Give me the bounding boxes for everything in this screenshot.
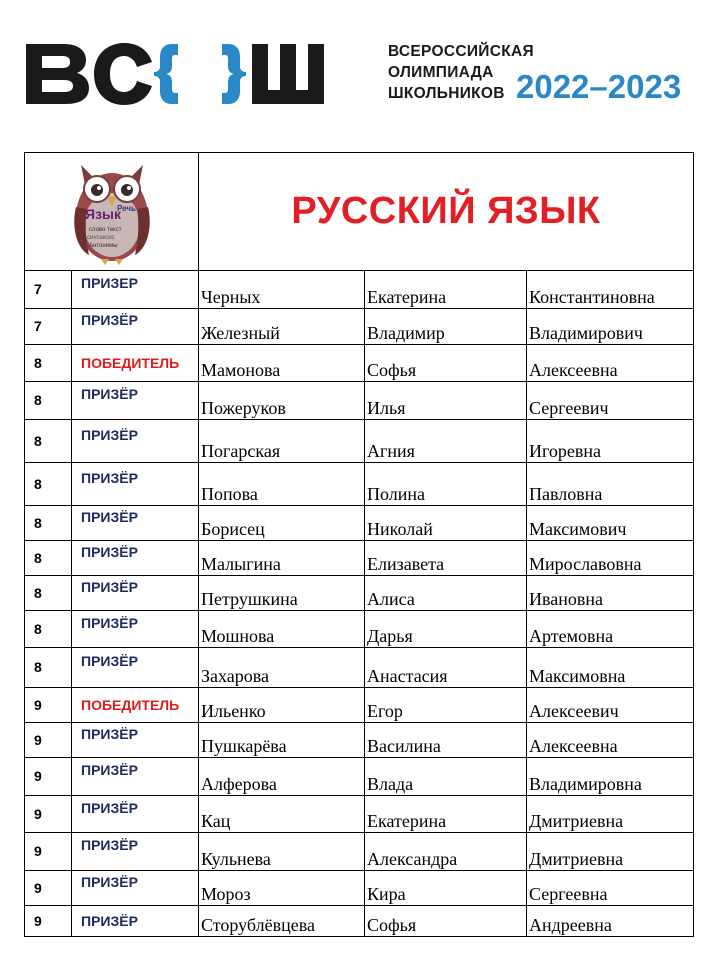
table-row	[25, 611, 694, 648]
grade-cell: 7	[25, 309, 72, 345]
logo-subtitle-line-3: ШКОЛЬНИКОВ	[388, 85, 505, 102]
results-table-body	[25, 153, 694, 937]
award-status-cell	[72, 463, 199, 506]
last-name-cell: Железный	[199, 309, 365, 345]
award-status-cell	[72, 309, 199, 345]
table-row	[25, 688, 694, 723]
table-row	[25, 309, 694, 345]
patronymic-cell: Алексеевна	[527, 345, 694, 382]
first-name-cell: Владимир	[365, 309, 527, 345]
award-status-cell	[72, 906, 199, 937]
table-row	[25, 463, 694, 506]
last-name-cell: Алферова	[199, 758, 365, 796]
award-status-cell	[72, 833, 199, 871]
first-name-cell: Софья	[365, 345, 527, 382]
award-status-label: ПРИЗЁР	[81, 469, 138, 486]
first-name-cell: Влада	[365, 758, 527, 796]
first-name-cell: Егор	[365, 688, 527, 723]
owl-logo-cell	[25, 153, 199, 271]
award-status-cell	[72, 541, 199, 576]
last-name-cell: Ильенко	[199, 688, 365, 723]
grade-cell: 9	[25, 833, 72, 871]
table-row	[25, 345, 694, 382]
patronymic-cell: Владимирович	[527, 309, 694, 345]
svg-text:Язык: Язык	[84, 205, 121, 222]
award-status-cell	[72, 723, 199, 758]
patronymic-cell: Игоревна	[527, 420, 694, 463]
last-name-cell: Малыгина	[199, 541, 365, 576]
last-name-cell: Мамонова	[199, 345, 365, 382]
award-status-label: ПРИЗЁР	[81, 799, 138, 816]
award-status-label: ПРИЗЁР	[81, 312, 138, 328]
grade-cell: 8	[25, 576, 72, 611]
vsosh-logo-mark	[26, 40, 326, 106]
last-name-cell: Мороз	[199, 871, 365, 906]
table-row	[25, 420, 694, 463]
first-name-cell: Александра	[365, 833, 527, 871]
svg-text:синтаксис: синтаксис	[86, 234, 115, 241]
table-header-row	[25, 153, 694, 271]
award-status-cell	[72, 758, 199, 796]
patronymic-cell: Алексеевич	[527, 688, 694, 723]
award-status-cell	[72, 420, 199, 463]
last-name-cell: Захарова	[199, 648, 365, 688]
grade-cell: 8	[25, 541, 72, 576]
award-status-cell	[72, 271, 199, 309]
last-name-cell: Черных	[199, 271, 365, 309]
svg-text:Антонимы: Антонимы	[88, 242, 117, 249]
table-row	[25, 506, 694, 541]
subject-title-cell	[199, 153, 694, 271]
first-name-cell: Софья	[365, 906, 527, 937]
award-status-label: ПРИЗЁР	[81, 912, 138, 929]
last-name-cell: Погарская	[199, 420, 365, 463]
first-name-cell: Елизавета	[365, 541, 527, 576]
patronymic-cell: Сергеевич	[527, 382, 694, 420]
logo-subtitle-line-1: ВСЕРОССИЙСКАЯ	[388, 43, 534, 60]
patronymic-cell: Ивановна	[527, 576, 694, 611]
award-status-cell	[72, 648, 199, 688]
award-status-cell	[72, 576, 199, 611]
patronymic-cell: Максимович	[527, 506, 694, 541]
award-status-cell	[72, 382, 199, 420]
first-name-cell: Алиса	[365, 576, 527, 611]
subject-title: РУССКИЙ ЯЗЫК	[291, 189, 601, 232]
grade-cell: 8	[25, 506, 72, 541]
grade-cell: 9	[25, 723, 72, 758]
grade-cell: 9	[25, 796, 72, 833]
table-row	[25, 871, 694, 906]
award-status-label: ПРИЗЁР	[81, 762, 138, 778]
last-name-cell: Сторублёвцева	[199, 906, 365, 937]
first-name-cell: Василина	[365, 723, 527, 758]
first-name-cell: Илья	[365, 382, 527, 420]
table-row	[25, 271, 694, 309]
logo-subtitle	[388, 41, 534, 104]
award-status-label: ПРИЗЁР	[81, 578, 138, 595]
patronymic-cell: Артемовна	[527, 611, 694, 648]
grade-cell: 9	[25, 906, 72, 937]
award-status-label: ПРИЗЁР	[81, 725, 138, 742]
last-name-cell: Пушкарёва	[199, 723, 365, 758]
grade-cell: 8	[25, 463, 72, 506]
svg-text:Речь: Речь	[116, 203, 136, 213]
table-row	[25, 382, 694, 420]
owl-word-cloud-icon	[67, 157, 157, 267]
grade-cell: 8	[25, 345, 72, 382]
award-status-label: ПРИЗЁР	[81, 543, 138, 560]
table-row	[25, 541, 694, 576]
award-status-label: ПРИЗЁР	[81, 386, 138, 402]
grade-cell: 9	[25, 688, 72, 723]
table-row	[25, 906, 694, 937]
table-row	[25, 723, 694, 758]
last-name-cell: Попова	[199, 463, 365, 506]
last-name-cell: Петрушкина	[199, 576, 365, 611]
last-name-cell: Пожеруков	[199, 382, 365, 420]
award-status-cell	[72, 611, 199, 648]
grade-cell: 9	[25, 758, 72, 796]
first-name-cell: Агния	[365, 420, 527, 463]
last-name-cell: Мошнова	[199, 611, 365, 648]
olympiad-logo	[26, 38, 706, 110]
table-row	[25, 796, 694, 833]
patronymic-cell: Владимировна	[527, 758, 694, 796]
award-status-label: ПРИЗЁР	[81, 837, 138, 853]
patronymic-cell: Алексеевна	[527, 723, 694, 758]
grade-cell: 7	[25, 271, 72, 309]
last-name-cell: Борисец	[199, 506, 365, 541]
award-status-cell	[72, 506, 199, 541]
award-status-label: ПРИЗЁР	[81, 614, 138, 631]
academic-year: 2022–2023	[516, 68, 682, 105]
award-status-label: ПРИЗЁР	[81, 873, 138, 890]
award-status-label: ПРИЗЁР	[81, 508, 138, 525]
patronymic-cell: Дмитриевна	[527, 833, 694, 871]
patronymic-cell: Константиновна	[527, 271, 694, 309]
first-name-cell: Николай	[365, 506, 527, 541]
award-status-label: ПРИЗЁР	[81, 653, 138, 669]
grade-cell: 8	[25, 420, 72, 463]
last-name-cell: Кульнева	[199, 833, 365, 871]
award-status-cell	[72, 796, 199, 833]
patronymic-cell: Максимовна	[527, 648, 694, 688]
patronymic-cell: Андреевна	[527, 906, 694, 937]
table-row	[25, 758, 694, 796]
award-status-label: ПРИЗЕР	[81, 275, 138, 291]
first-name-cell: Екатерина	[365, 796, 527, 833]
patronymic-cell: Сергеевна	[527, 871, 694, 906]
patronymic-cell: Дмитриевна	[527, 796, 694, 833]
svg-text:слово текст: слово текст	[88, 226, 121, 233]
first-name-cell: Анастасия	[365, 648, 527, 688]
last-name-cell: Кац	[199, 796, 365, 833]
first-name-cell: Дарья	[365, 611, 527, 648]
first-name-cell: Полина	[365, 463, 527, 506]
patronymic-cell: Мирославовна	[527, 541, 694, 576]
award-status-label: ПОБЕДИТЕЛЬ	[81, 696, 180, 713]
grade-cell: 8	[25, 611, 72, 648]
logo-subtitle-line-2: ОЛИМПИАДА	[388, 64, 494, 81]
award-status-cell	[72, 345, 199, 382]
table-row	[25, 576, 694, 611]
first-name-cell: Екатерина	[365, 271, 527, 309]
grade-cell: 8	[25, 382, 72, 420]
award-status-cell	[72, 688, 199, 723]
grade-cell: 8	[25, 648, 72, 688]
award-status-label: ПОБЕДИТЕЛЬ	[81, 354, 180, 371]
first-name-cell: Кира	[365, 871, 527, 906]
patronymic-cell: Павловна	[527, 463, 694, 506]
results-table	[24, 152, 694, 937]
table-row	[25, 648, 694, 688]
award-status-label: ПРИЗЁР	[81, 426, 138, 443]
table-row	[25, 833, 694, 871]
grade-cell: 9	[25, 871, 72, 906]
award-status-cell	[72, 871, 199, 906]
